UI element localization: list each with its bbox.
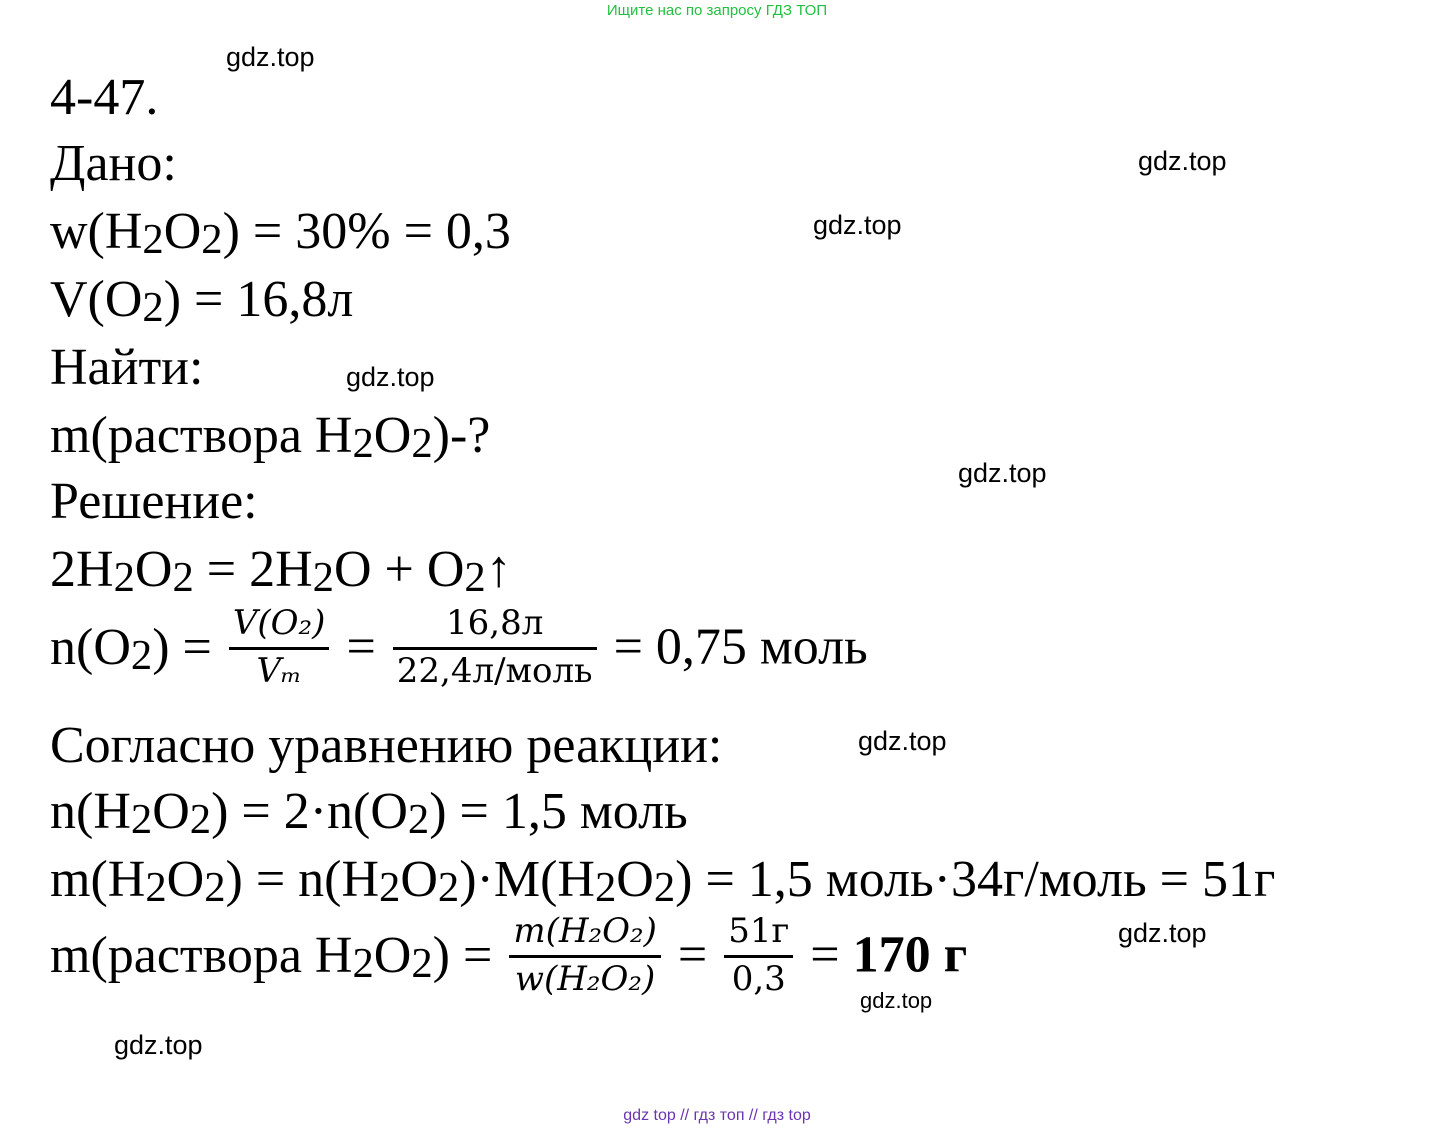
fraction-denominator: Vₘ (256, 651, 302, 692)
given-volume: $V(O_2) = 16,8л$ (50, 271, 354, 332)
fraction (229, 604, 330, 691)
fraction-denominator: 0,3 (731, 959, 786, 1000)
moles-h2o2: $n(H_2O_2) = 2\cdot n(O_2) = 1,5$ моль (50, 783, 688, 844)
fraction-numerator: m(H₂O₂) (509, 912, 661, 958)
reaction-equation: $2H_2O_2 = 2H_2O$ + $O_2↑$ (50, 541, 512, 602)
watermark: gdz.top (860, 988, 933, 1013)
solution-label: Решение: (50, 473, 258, 530)
given-mass-fraction: $w(H_2O_2) = 30\% = 0,3$ (50, 203, 511, 264)
watermark: gdz.top (958, 458, 1047, 488)
given-label: Дано: (50, 135, 177, 192)
search-banner: Ищите нас по запросу ГДЗ ТОП (606, 2, 828, 19)
watermark: gdz.top (813, 210, 902, 240)
according-label: Согласно уравнению реакции: (50, 717, 723, 774)
solution-mass-formula: m(раствора $H_2O_2$) = $\frac{\text{m(H₂O₂)}}{\text{w(H₂O₂)}}$ = $\frac{51г}{0,3}$ = 170 г (50, 911, 968, 1000)
watermark: gdz.top (346, 362, 435, 392)
fraction-numerator: V(O₂) (229, 604, 330, 650)
footer-links: gdz top // гдз топ // гдз top (623, 1107, 811, 1124)
fraction-denominator: w(H₂O₂) (514, 959, 656, 1000)
fraction (509, 912, 661, 999)
watermark: gdz.top (858, 726, 947, 756)
fraction-numerator: 51г (724, 912, 793, 958)
fraction-denominator: 22,4л/моль (396, 651, 593, 692)
watermark: gdz.top (114, 1030, 203, 1060)
problem-number: 4-47. (50, 69, 159, 126)
find-label: Найти: (50, 339, 204, 396)
fraction-numerator: 16,8л (393, 604, 597, 650)
moles-o2-formula: $n(O_2)$ = $\frac{\text{V(O₂)}}{\text{Vₘ}}$ = $\frac{16,8л}{\text{22,4л/моль}}$ = 0,75 моль (50, 603, 868, 692)
fraction (724, 912, 793, 999)
mass-h2o2: $m(H_2O_2) = n(H_2O_2)\cdot M(H_2O_2) = 1,5$ моль·34г/моль = 51г (50, 851, 1276, 912)
fraction (393, 604, 597, 691)
watermark: gdz.top (1138, 146, 1227, 176)
watermark: gdz.top (1118, 918, 1207, 948)
watermark: gdz.top (226, 42, 315, 72)
find-target: m(раствора $H_2O_2)-$? (50, 407, 491, 468)
final-answer: 170 г (852, 926, 968, 984)
